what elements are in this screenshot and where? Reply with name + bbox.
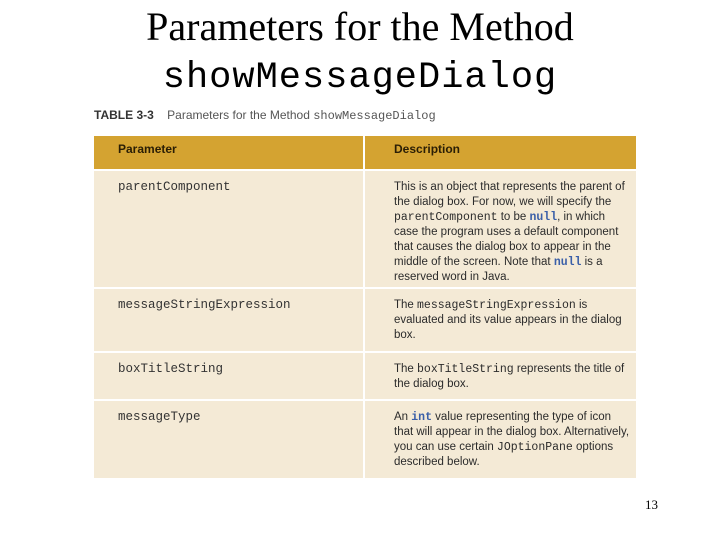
description-code: null [529,211,558,224]
parameter-cell: messageType [94,400,364,478]
description-cell [364,170,636,288]
description-text: The [394,299,418,311]
parameter-cell: boxTitleString [94,352,364,400]
table-caption-code: showMessageDialog [313,109,436,123]
description-text: represents the title of the dialog box. [394,363,625,390]
header-parameter: Parameter [94,136,364,170]
table-figure [94,106,636,480]
description-code: parentComponent [394,211,498,224]
description-code: null [553,256,582,269]
description-text: , in which case the program uses a default component that causes the dialog box to appear in the middle of the screen. Note that [394,211,619,268]
table-caption-text: Parameters for the Method [167,108,310,122]
table-caption-number: TABLE 3-3 [94,108,154,122]
description-cell [364,400,636,478]
description-text: to be [497,211,530,223]
description-text: This is an object that represents the parent of the dialog box. For now, we will specify the [394,181,625,208]
slide-title: Parameters for the Method [146,4,574,49]
description-text: options described below. [394,441,614,468]
description-text: is a reserved word in Java. [394,256,603,283]
description-text: The [394,363,418,375]
description-text: value representing the type of icon that will appear in the dialog box. Alternatively, you can use certain [394,411,630,453]
table-header-row [94,136,636,170]
description-code: messageStringExpression [417,299,576,312]
description-cell [364,288,636,352]
table-row [94,352,636,400]
page-number: 13 [645,497,658,512]
header-description: Description [364,136,636,170]
parameter-cell: messageStringExpression [94,288,364,352]
table-row [94,170,636,288]
description-cell [364,352,636,400]
description-code: JOptionPane [496,441,573,454]
description-code: int [411,411,432,424]
description-text: An [394,411,412,423]
table-caption [94,108,436,123]
slide-title-code: showMessageDialog [162,57,558,99]
parameter-cell: parentComponent [94,170,364,288]
parameters-table [94,136,636,478]
table-row [94,400,636,478]
description-text: is evaluated and its value appears in the dialog box. [394,299,622,341]
table-row [94,288,636,352]
description-code: boxTitleString [417,363,514,376]
